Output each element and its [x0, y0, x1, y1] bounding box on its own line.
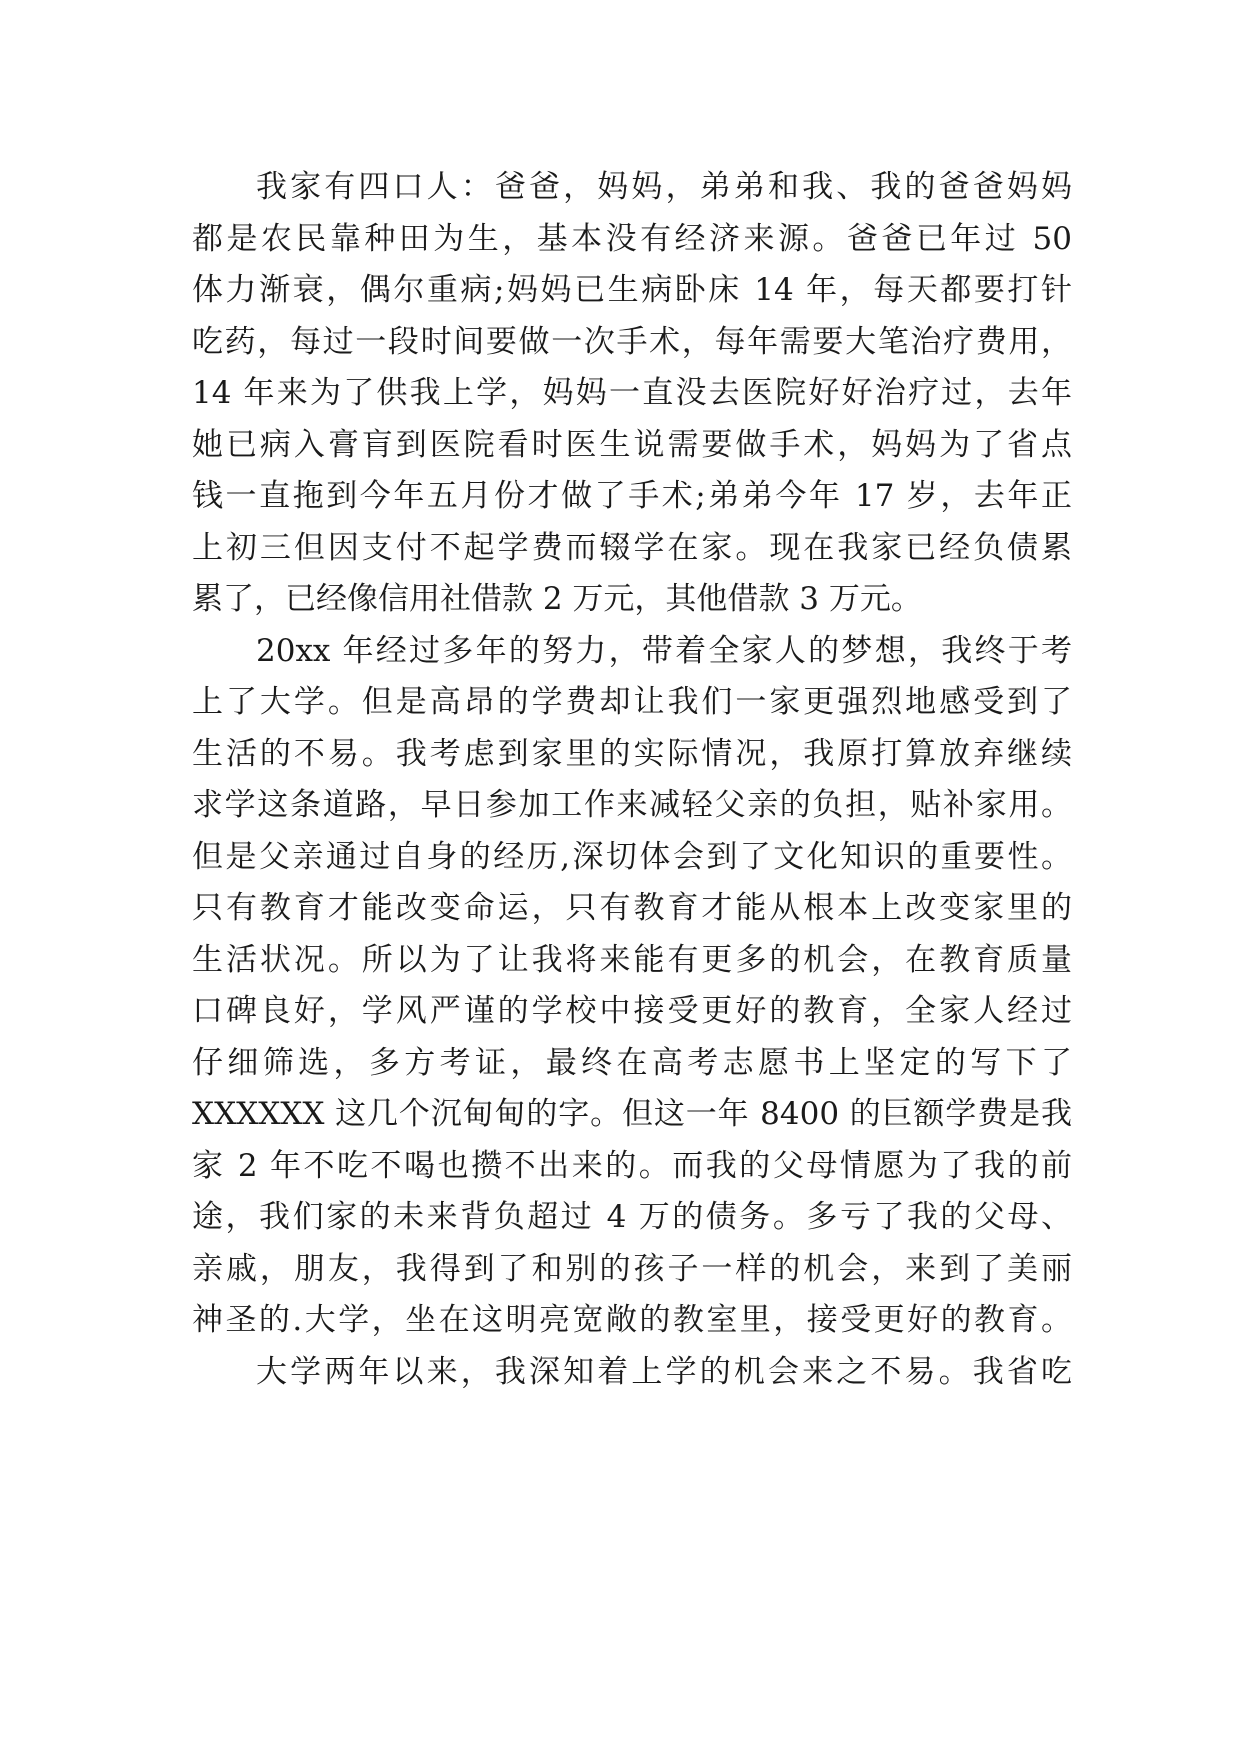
text-line: 她已病入膏肓到医院看时医生说需要做手术，妈妈为了省点: [192, 426, 1072, 463]
text-line: 家 2 年不吃不喝也攒不出来的。而我的父母情愿为了我的前: [192, 1147, 1072, 1184]
text-line: 14 年来为了供我上学，妈妈一直没去医院好好治疗过，去年: [192, 375, 1072, 411]
text-line: 吃药，每过一段时间要做一次手术，每年需要大笔治疗费用，: [192, 323, 1072, 360]
paragraph-2: [192, 626, 1072, 1347]
paragraph-3: [192, 1347, 1072, 1399]
text-line: 途，我们家的未来背负超过 4 万的债务。多亏了我的父母、: [192, 1199, 1072, 1235]
text-line: 仔细筛选，多方考证，最终在高考志愿书上坚定的写下了: [192, 1044, 1072, 1081]
text-line: 上了大学。但是高昂的学费却让我们一家更强烈地感受到了: [192, 684, 1072, 720]
text-line: 钱一直拖到今年五月份才做了手术;弟弟今年 17 岁，去年正: [192, 478, 1072, 514]
text-line: 只有教育才能改变命运，只有教育才能从根本上改变家里的: [192, 890, 1072, 926]
text-line: 生活的不易。我考虑到家里的实际情况，我原打算放弃继续: [192, 735, 1072, 772]
text-line: 累了，已经像信用社借款 2 万元，其他借款 3 万元。: [192, 581, 922, 617]
text-line: 都是农民靠种田为生，基本没有经济来源。爸爸已年过 50: [192, 220, 1072, 257]
text-line: 体力渐衰，偶尔重病;妈妈已生病卧床 14 年，每天都要打针: [192, 272, 1072, 308]
text-line: 20xx 年经过多年的努力，带着全家人的梦想，我终于考: [256, 632, 1072, 669]
body-text: [192, 162, 1072, 1398]
text-line: 我家有四口人：爸爸，妈妈，弟弟和我、我的爸爸妈妈: [256, 169, 1072, 205]
text-line: 但是父亲通过自身的经历,深切体会到了文化知识的重要性。: [192, 838, 1072, 875]
text-line: 口碑良好，学风严谨的学校中接受更好的教育，全家人经过: [192, 993, 1072, 1029]
text-line: 上初三但因支付不起学费而辍学在家。现在我家已经负债累: [192, 529, 1072, 566]
paragraph-1: [192, 162, 1072, 626]
text-line: 生活状况。所以为了让我将来能有更多的机会，在教育质量: [192, 941, 1072, 978]
text-line: 神圣的.大学，坐在这明亮宽敞的教室里，接受更好的教育。: [192, 1302, 1072, 1338]
text-line: 大学两年以来，我深知着上学的机会来之不易。我省吃: [256, 1353, 1072, 1390]
text-line: 求学这条道路，早日参加工作来减轻父亲的负担，贴补家用。: [192, 787, 1072, 823]
text-line: 亲戚，朋友，我得到了和别的孩子一样的机会，来到了美丽: [192, 1250, 1072, 1287]
text-line: XXXXXX 这几个沉甸甸的字。但这一年 8400 的巨额学费是我: [192, 1096, 1072, 1132]
